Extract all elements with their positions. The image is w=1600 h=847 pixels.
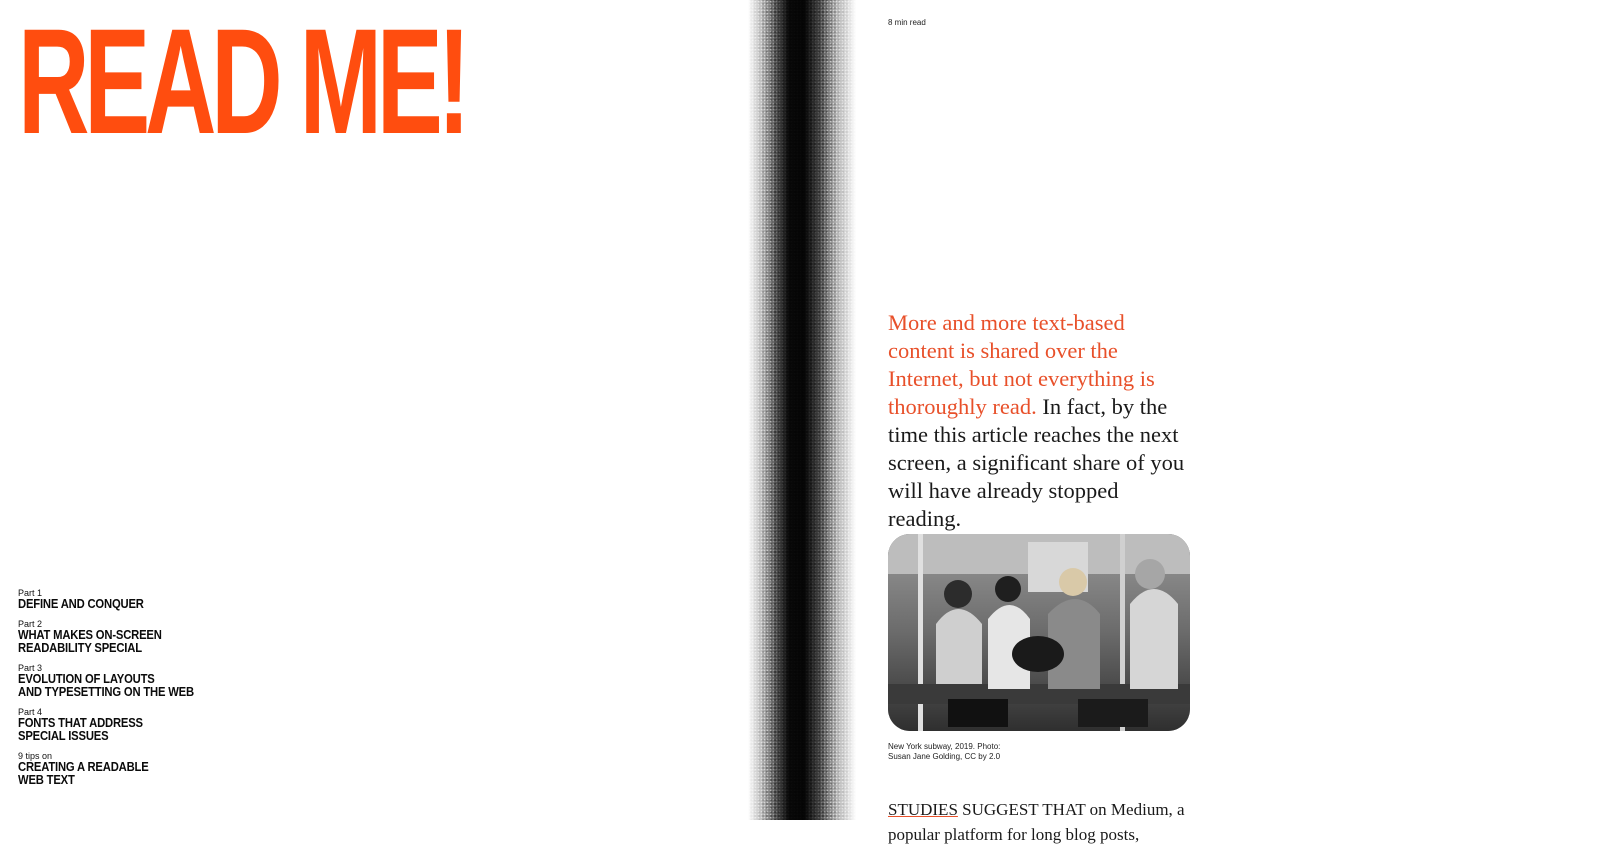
toc-part-label: Part 4 xyxy=(18,707,43,717)
brand-title[interactable]: READ ME! xyxy=(18,0,466,165)
body-lead-word: STUDIES xyxy=(888,800,958,819)
toc-item-part-2[interactable] xyxy=(18,619,238,655)
article-body xyxy=(888,797,1198,847)
body-rest: SUGGEST THAT on Medium, a popular platform for long blog posts, xyxy=(888,800,1185,844)
toc-part-label: Part 2 xyxy=(18,619,43,629)
toc-title: FONTS THAT ADDRESS SPECIAL ISSUES xyxy=(18,716,143,743)
toc-title: WHAT MAKES ON-SCREEN READABILITY SPECIAL xyxy=(18,628,162,655)
photo-caption: New York subway, 2019. Photo: Susan Jane Golding, CC by 2.0 xyxy=(888,742,1001,761)
toc-title: CREATING A READABLE WEB TEXT xyxy=(18,760,149,787)
noise-divider xyxy=(748,0,856,820)
toc-title: EVOLUTION OF LAYOUTS AND TYPESETTING ON THE WEB xyxy=(18,672,194,699)
toc-part-label: Part 1 xyxy=(18,588,43,598)
toc-item-part-3[interactable] xyxy=(18,663,238,699)
article-lead xyxy=(888,309,1188,533)
toc-item-part-1[interactable] xyxy=(18,588,238,611)
read-time: 8 min read xyxy=(888,18,926,27)
lead-rest: In fact, by the time this article reaches the next screen, a significant share of you will have already stopped reading. xyxy=(888,393,1185,531)
table-of-contents xyxy=(18,588,238,795)
toc-item-part-4[interactable] xyxy=(18,707,238,743)
toc-item-tips[interactable] xyxy=(18,751,238,787)
toc-part-label: 9 tips on xyxy=(18,751,53,761)
subway-photo xyxy=(888,534,1190,731)
toc-part-label: Part 3 xyxy=(18,663,43,673)
lead-highlight: More and more text-based content is shared over the Internet, but not everything is thoroughly read. xyxy=(888,309,1155,419)
toc-title: DEFINE AND CONQUER xyxy=(18,597,144,611)
